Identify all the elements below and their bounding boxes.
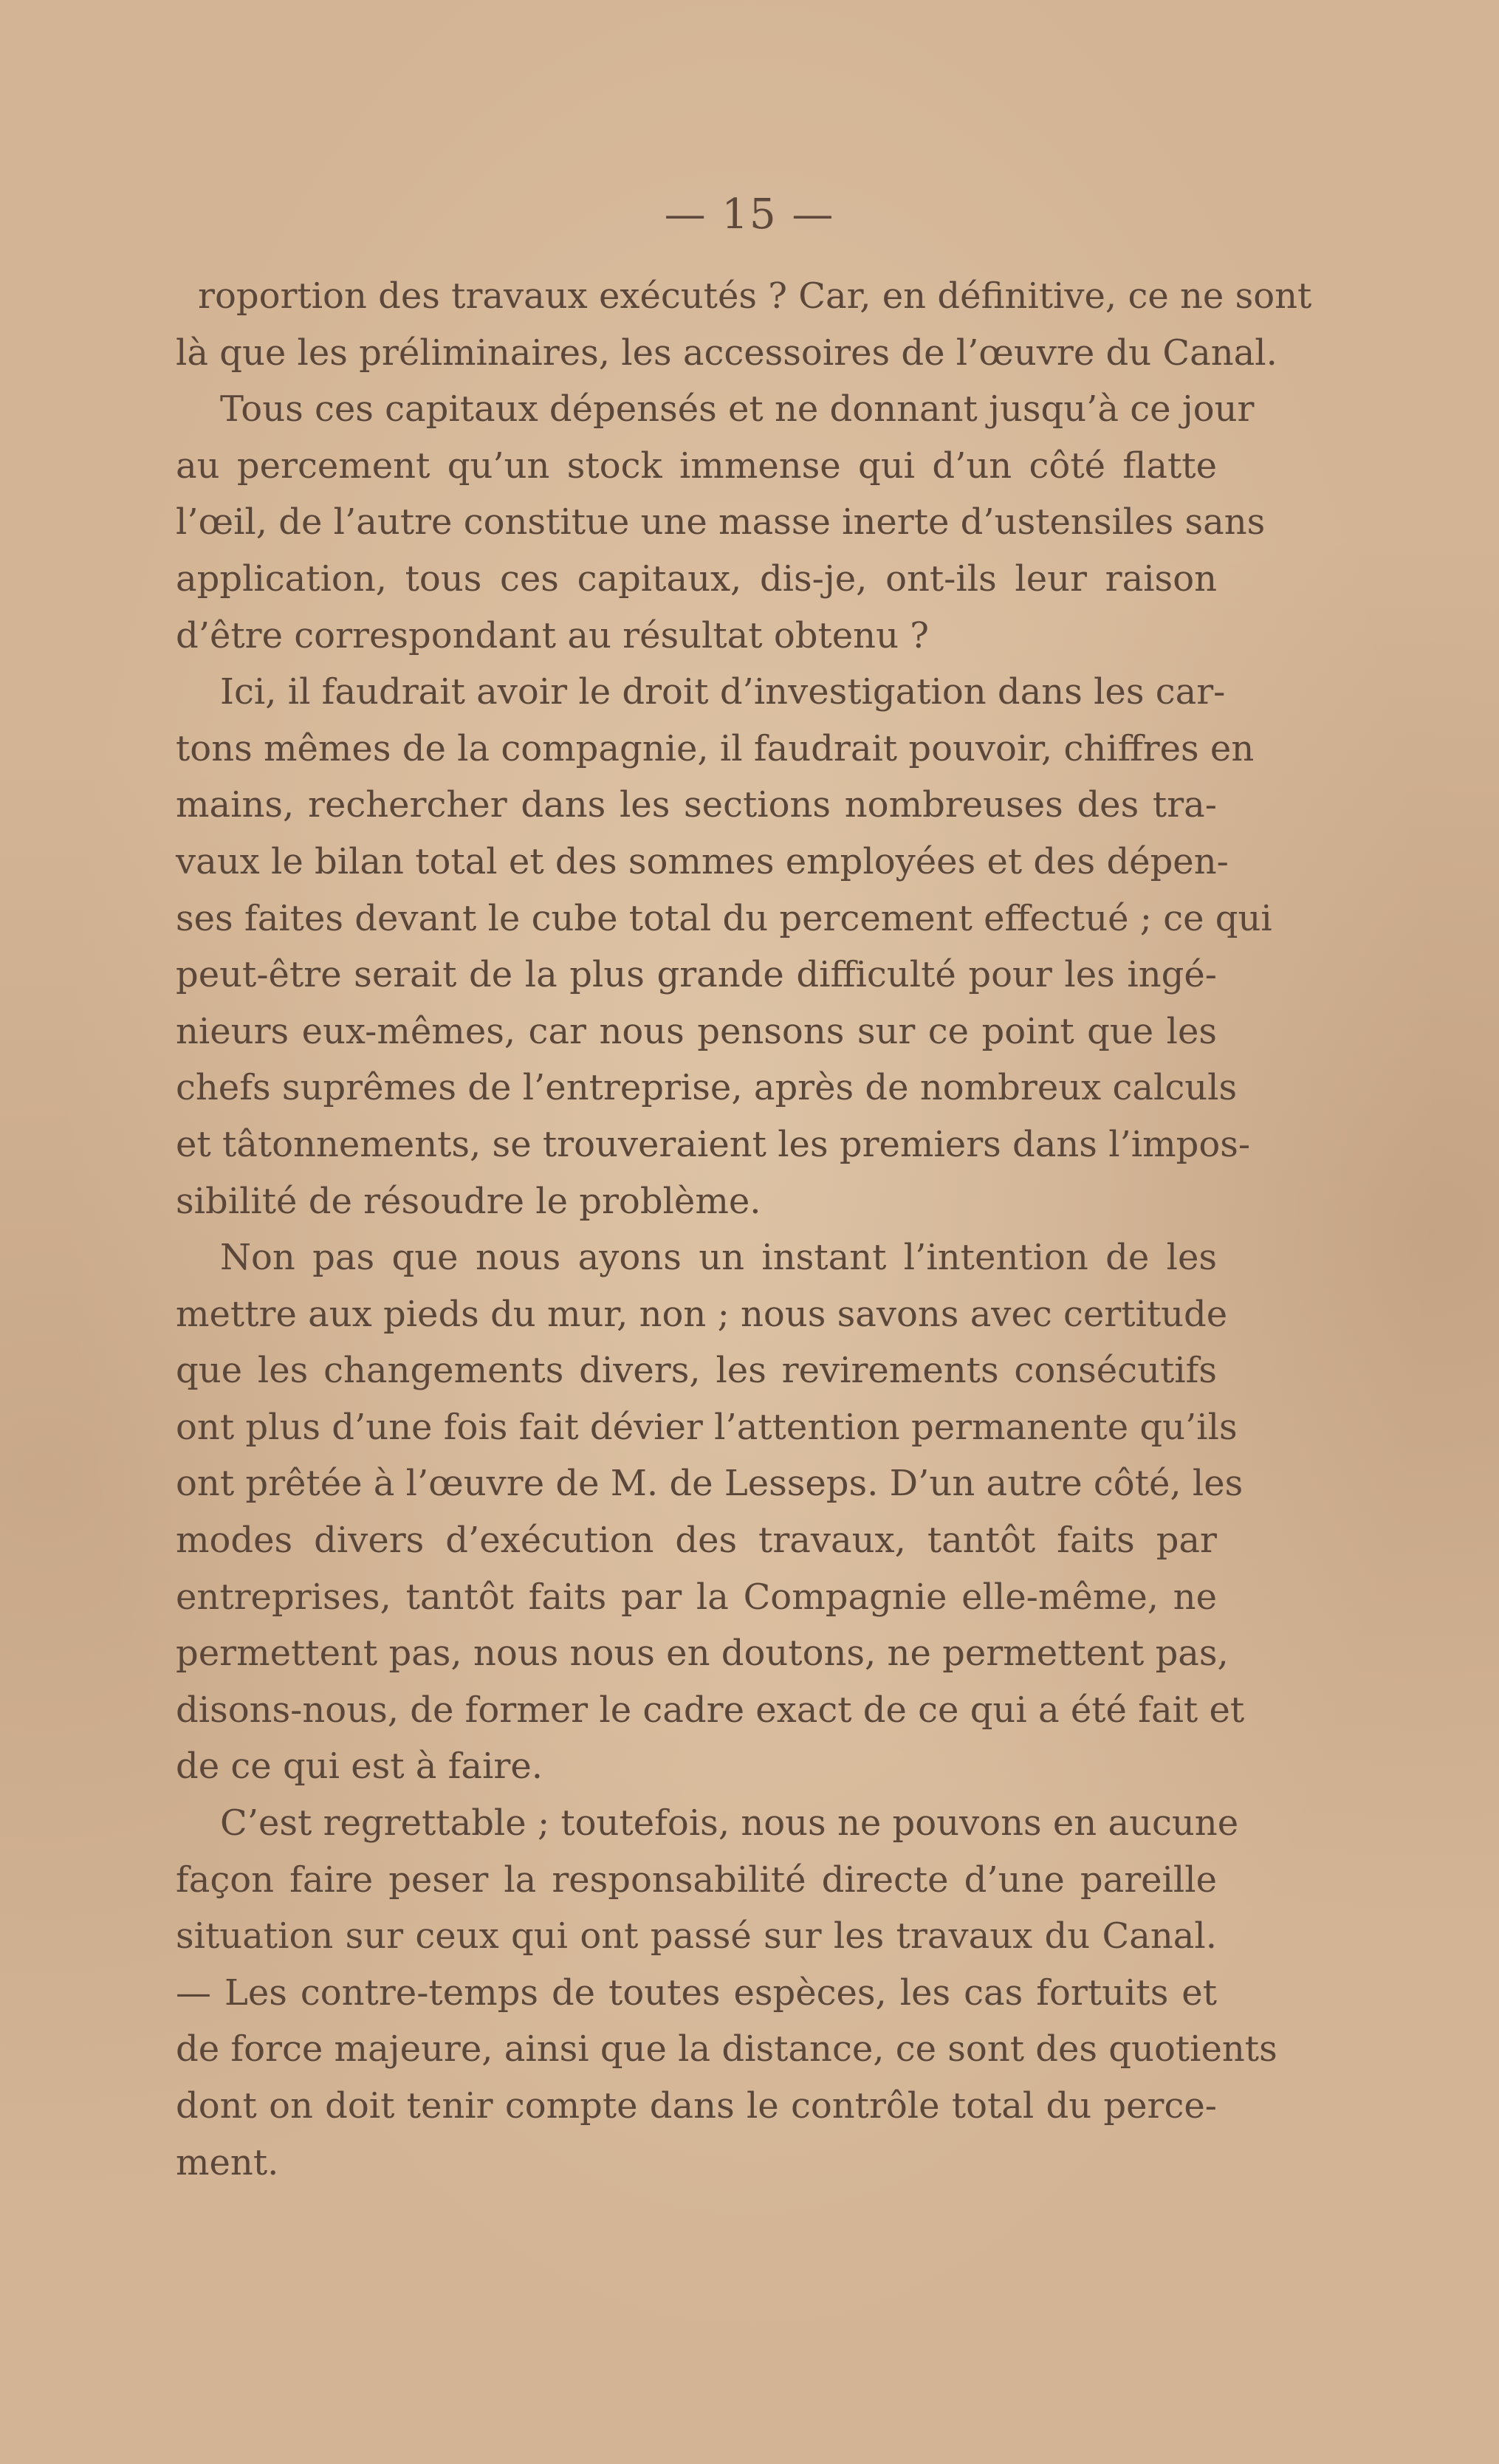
text-line: d’être correspondant au résultat obtenu ?: [176, 614, 929, 656]
text-line: façon faire peser la responsabilité directe d’une pareille: [176, 1859, 1217, 1901]
text-line: ont prêtée à l’œuvre de M. de Lesseps. D’un autre côté, les: [176, 1463, 1244, 1505]
text-line: permettent pas, nous nous en doutons, ne permettent pas,: [176, 1633, 1229, 1675]
text-line: ont plus d’une fois fait dévier l’attention permanente qu’ils: [176, 1406, 1238, 1448]
text-line: mains, rechercher dans les sections nombreuses des tra-: [176, 784, 1217, 826]
text-line: de ce qui est à faire.: [176, 1746, 543, 1788]
text-line: Non pas que nous ayons un instant l’intention de les: [220, 1237, 1217, 1279]
text-line: mettre aux pieds du mur, non ; nous savons avec certitude: [176, 1293, 1228, 1335]
text-line: nieurs eux-mêmes, car nous pensons sur ce point que les: [176, 1010, 1217, 1052]
text-line: disons-nous, de former le cadre exact de ce qui a été fait et: [176, 1689, 1245, 1731]
text-line: situation sur ceux qui ont passé sur les travaux du Canal.: [176, 1915, 1217, 1957]
text-line: Ici, il faudrait avoir le droit d’investigation dans les car-: [220, 671, 1226, 713]
text-line: vaux le bilan total et des sommes employées et des dépen-: [176, 840, 1229, 882]
text-line: Tous ces capitaux dépensés et ne donnant jusqu’à ce jour: [220, 388, 1255, 430]
text-line: peut-être serait de la plus grande difficulté pour les ingé-: [176, 954, 1217, 996]
text-line: l’œil, de l’autre constitue une masse inerte d’ustensiles sans: [176, 501, 1266, 543]
text-line: tons mêmes de la compagnie, il faudrait pouvoir, chiffres en: [176, 727, 1255, 769]
text-line: là que les préliminaires, les accessoires de l’œuvre du Canal.: [176, 332, 1277, 374]
text-line: dont on doit tenir compte dans le contrôle total du perce-: [176, 2085, 1217, 2127]
text-line: ses faites devant le cube total du percement effectué ; ce qui: [176, 897, 1272, 939]
body-text: [176, 268, 1312, 2191]
text-line: entreprises, tantôt faits par la Compagnie elle-même, ne: [176, 1576, 1217, 1618]
text-line: C’est regrettable ; toutefois, nous ne pouvons en aucune: [220, 1802, 1239, 1844]
text-line: que les changements divers, les revirements consécutifs: [176, 1350, 1217, 1392]
text-line: — Les contre-temps de toutes espèces, les cas fortuits et: [176, 1971, 1217, 2014]
text-line: chefs suprêmes de l’entreprise, après de nombreux calculs: [176, 1067, 1238, 1109]
text-line: sibilité de résoudre le problème.: [176, 1180, 761, 1222]
page-number: — 15 —: [664, 191, 835, 238]
text-line: de force majeure, ainsi que la distance, ce sont des quotients: [176, 2028, 1277, 2070]
text-line: application, tous ces capitaux, dis-je, ont-ils leur raison: [176, 557, 1217, 600]
text-line: et tâtonnements, se trouveraient les premiers dans l’impos-: [176, 1123, 1251, 1165]
text-line: ment.: [176, 2141, 279, 2183]
text-line: roportion des travaux exécutés ? Car, en définitive, ce ne sont: [198, 275, 1312, 317]
text-line: modes divers d’exécution des travaux, tantôt faits par: [176, 1520, 1217, 1562]
text-line: au percement qu’un stock immense qui d’un côté flatte: [176, 445, 1217, 487]
